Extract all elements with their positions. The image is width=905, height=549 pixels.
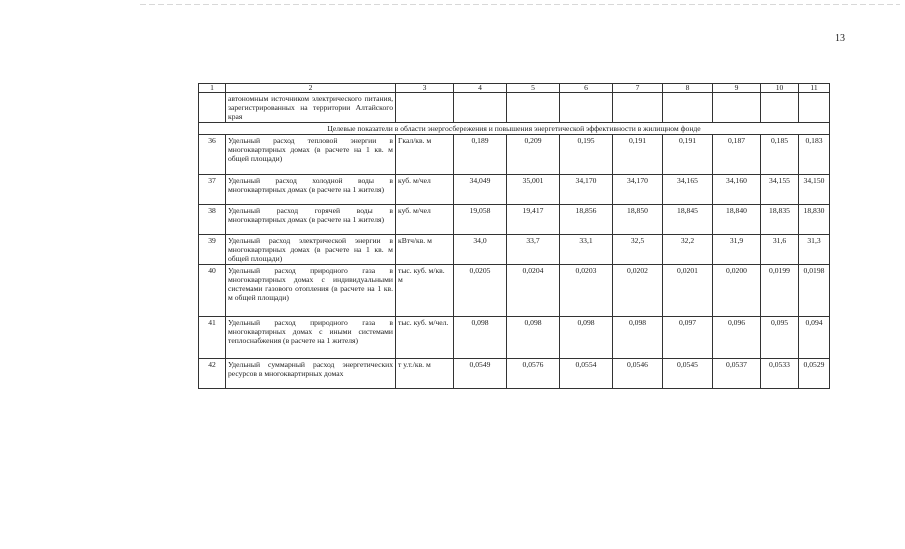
unit-of-measure: тыс. куб. м/кв. м bbox=[396, 265, 454, 317]
value-cell-col-5: 35,001 bbox=[507, 175, 560, 205]
value-cell-col-8: 32,2 bbox=[663, 235, 713, 265]
value-cell-col-10: 0,0533 bbox=[761, 359, 799, 389]
value-cell-col-8: 34,165 bbox=[663, 175, 713, 205]
value-cell-col-9: 18,840 bbox=[713, 205, 761, 235]
unit-of-measure: тыс. куб. м/чел. bbox=[396, 317, 454, 359]
value-cell-col-4: 0,189 bbox=[454, 135, 507, 175]
value-cell-col-4: 0,0549 bbox=[454, 359, 507, 389]
page-number: 13 bbox=[835, 33, 845, 44]
continuation-num-cell bbox=[199, 93, 226, 123]
value-cell-col-10: 0,095 bbox=[761, 317, 799, 359]
value-cell-col-9: 0,0200 bbox=[713, 265, 761, 317]
row-number: 42 bbox=[199, 359, 226, 389]
value-cell-col-7: 32,5 bbox=[613, 235, 663, 265]
value-cell-col-5: 0,0576 bbox=[507, 359, 560, 389]
unit-of-measure: т у.т./кв. м bbox=[396, 359, 454, 389]
value-cell-col-5: 0,0204 bbox=[507, 265, 560, 317]
value-cell-col-7: 0,0546 bbox=[613, 359, 663, 389]
column-header-3: 3 bbox=[396, 84, 454, 93]
value-cell-col-6: 18,856 bbox=[560, 205, 613, 235]
value-cell-col-7: 34,170 bbox=[613, 175, 663, 205]
value-cell-col-5: 33,7 bbox=[507, 235, 560, 265]
value-cell-col-4: 34,049 bbox=[454, 175, 507, 205]
value-cell-col-4: 34,0 bbox=[454, 235, 507, 265]
value-cell-col-9: 0,0537 bbox=[713, 359, 761, 389]
value-cell-col-9: 0,187 bbox=[713, 135, 761, 175]
value-cell-col-7: 18,850 bbox=[613, 205, 663, 235]
value-cell-col-11: 18,830 bbox=[799, 205, 830, 235]
table-row bbox=[199, 235, 830, 265]
column-header-4: 4 bbox=[454, 84, 507, 93]
column-header-2: 2 bbox=[226, 84, 396, 93]
continuation-row bbox=[199, 93, 830, 123]
value-cell-col-9: 0,096 bbox=[713, 317, 761, 359]
value-cell-col-11: 34,150 bbox=[799, 175, 830, 205]
row-number: 36 bbox=[199, 135, 226, 175]
value-cell-col-8: 0,191 bbox=[663, 135, 713, 175]
value-cell-col-6: 33,1 bbox=[560, 235, 613, 265]
indicator-description: Удельный расход горячей воды в многоквартирных домах (в расчете на 1 жителя) bbox=[226, 205, 396, 235]
unit-of-measure: кВтч/кв. м bbox=[396, 235, 454, 265]
indicator-description: Удельный расход электрической энергии в многоквартирных домах (в расчете на 1 кв. м общей площади) bbox=[226, 235, 396, 265]
table-row bbox=[199, 317, 830, 359]
value-cell-col-7: 0,0202 bbox=[613, 265, 663, 317]
value-cell-col-6: 0,0203 bbox=[560, 265, 613, 317]
value-cell-col-11: 0,183 bbox=[799, 135, 830, 175]
indicator-description: Удельный расход природного газа в многоквартирных домах с индивидуальными системами газового отопления (в расчете на 1 кв. м общей площади) bbox=[226, 265, 396, 317]
unit-of-measure: Гкал/кв. м bbox=[396, 135, 454, 175]
value-cell-col-10: 0,0199 bbox=[761, 265, 799, 317]
value-cell-col-5: 0,098 bbox=[507, 317, 560, 359]
value-cell-col-4: 0,098 bbox=[454, 317, 507, 359]
section-title-row bbox=[199, 123, 830, 135]
value-cell-col-11: 0,0529 bbox=[799, 359, 830, 389]
value-cell-col-8: 18,845 bbox=[663, 205, 713, 235]
column-header-1: 1 bbox=[199, 84, 226, 93]
row-number: 40 bbox=[199, 265, 226, 317]
row-number: 37 bbox=[199, 175, 226, 205]
value-cell-col-10: 0,185 bbox=[761, 135, 799, 175]
column-header-5: 5 bbox=[507, 84, 560, 93]
table-row bbox=[199, 359, 830, 389]
table-row bbox=[199, 265, 830, 317]
value-cell-col-10: 18,835 bbox=[761, 205, 799, 235]
table-row bbox=[199, 175, 830, 205]
value-cell-col-10: 31,6 bbox=[761, 235, 799, 265]
value-cell-col-4: 0,0205 bbox=[454, 265, 507, 317]
row-number: 38 bbox=[199, 205, 226, 235]
indicator-description: Удельный суммарный расход энергетических ресурсов в многоквартирных домах bbox=[226, 359, 396, 389]
value-cell-col-4: 19,058 bbox=[454, 205, 507, 235]
column-header-10: 10 bbox=[761, 84, 799, 93]
value-cell-col-11: 31,3 bbox=[799, 235, 830, 265]
value-cell-col-5: 0,209 bbox=[507, 135, 560, 175]
indicator-description: Удельный расход холодной воды в многоквартирных домах (в расчете на 1 жителя) bbox=[226, 175, 396, 205]
value-cell-col-10: 34,155 bbox=[761, 175, 799, 205]
value-cell-col-8: 0,0201 bbox=[663, 265, 713, 317]
unit-of-measure: куб. м/чел bbox=[396, 175, 454, 205]
continuation-text: автономным источником электрического питания, зарегистрированных на территории Алтайского края bbox=[226, 93, 396, 123]
indicator-description: Удельный расход природного газа в многоквартирных домах с иными системами теплоснабжения (в расчете на 1 жителя) bbox=[226, 317, 396, 359]
value-cell-col-6: 34,170 bbox=[560, 175, 613, 205]
column-header-8: 8 bbox=[663, 84, 713, 93]
value-cell-col-9: 34,160 bbox=[713, 175, 761, 205]
column-header-9: 9 bbox=[713, 84, 761, 93]
row-number: 41 bbox=[199, 317, 226, 359]
unit-of-measure: куб. м/чел bbox=[396, 205, 454, 235]
value-cell-col-11: 0,0198 bbox=[799, 265, 830, 317]
indicator-description: Удельный расход тепловой энергии в многоквартирных домах (в расчете на 1 кв. м общей площади) bbox=[226, 135, 396, 175]
value-cell-col-11: 0,094 bbox=[799, 317, 830, 359]
table-row bbox=[199, 135, 830, 175]
section-title: Целевые показатели в области энергосбережения и повышения энергетической эффективности в жилищном фонде bbox=[199, 123, 830, 135]
value-cell-col-8: 0,0545 bbox=[663, 359, 713, 389]
scan-artifact-line bbox=[140, 4, 900, 5]
value-cell-col-7: 0,191 bbox=[613, 135, 663, 175]
value-cell-col-5: 19,417 bbox=[507, 205, 560, 235]
value-cell-col-6: 0,195 bbox=[560, 135, 613, 175]
column-header-7: 7 bbox=[613, 84, 663, 93]
value-cell-col-9: 31,9 bbox=[713, 235, 761, 265]
value-cell-col-6: 0,098 bbox=[560, 317, 613, 359]
column-header-6: 6 bbox=[560, 84, 613, 93]
row-number: 39 bbox=[199, 235, 226, 265]
value-cell-col-7: 0,098 bbox=[613, 317, 663, 359]
indicators-table bbox=[198, 83, 830, 389]
value-cell-col-8: 0,097 bbox=[663, 317, 713, 359]
column-header-11: 11 bbox=[799, 84, 830, 93]
value-cell-col-6: 0,0554 bbox=[560, 359, 613, 389]
table-row bbox=[199, 205, 830, 235]
table-header-row bbox=[199, 84, 830, 93]
